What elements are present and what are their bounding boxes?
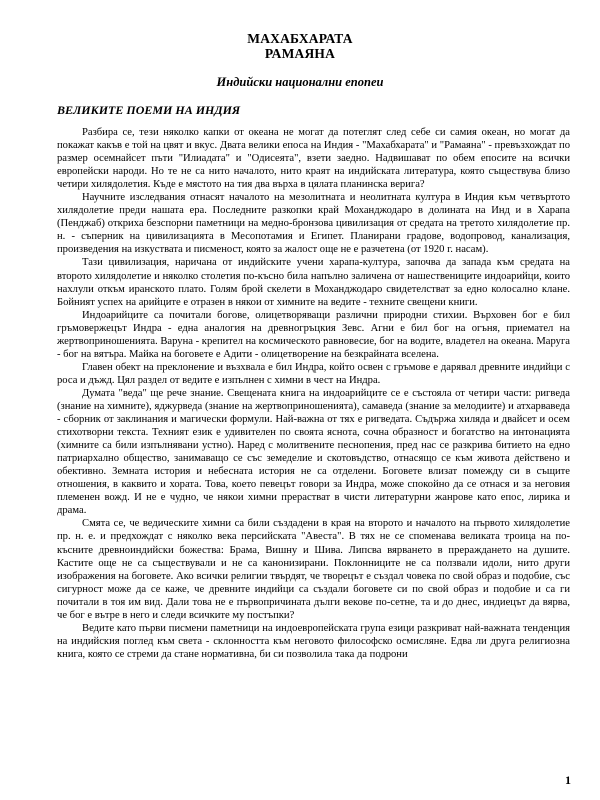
- body-text: [57, 126, 570, 661]
- paragraph: Индоарийците са почитали богове, олицетворяващи различни природни стихии. Върховен бог е бил гръмовержецът Индра - една аналогия на древногръцкия Зевс. Агни е бил бог на огъня, приемател на жертвоприношенията. Варуна - крепител на космическото равновесие, бог на водите, владетел на океана. Маруга - бог на вятъра. Майка на боговете е Адити - олицетворение на безкрайната вселена.: [57, 309, 570, 360]
- document-title-mahabharata: МАХАБХАРАТА: [247, 31, 353, 46]
- paragraph: Разбира се, тези няколко капки от океана не могат да потеглят след себе си самия океан, но могат да покажат какъв е той на цвят и вкус. Двата велики епоса на Индия - "Махабхарата" и "Рамаяна" - превъзхождат по размер осемнайсет пъти "Илиадата" и "Одисеята", взети заедно. Надвишават по обем епосите на всички европейски народи. Но те не са нито началото, нито краят на индийската литература, която съществува близо четири хилядолетия. Къде е мястото на тия два върха в цялата планинска верига?: [57, 127, 570, 191]
- paragraph: Думата "веда" ще рече знание. Свещената книга на индоарийците се е състояла от четири части: ригведа (знание на химните), яджурведа (знание на жертвоприношенията), самаведа (знание за мелодиите) и атхарваведа - сборник от заклинания и магически формули. Най-важна от тях е ригведата. Съдържа хиляда и двайсет и осем стихотворни текста. Техният език е удивителен по своята яснота, сочна образност и богатство на интонацията (химните са били изпълнявани устно). Наред с молитвените песнопения, пред нас се разкрива битието на едно патриархално общество, занимаващо се със земеделие и скотовъдство, отнасящо се към живота действено и обективно. Земната история и небесната история не са отделени. Боговете влизат помежду си в същите отношения, в каквито и хората. Това, което певецът говори за Индра, може спокойно да се отнася и за неговия племенен вожд. И не е чудно, че някои химни прерастват в чисти литературни жанрове като епос, лирика и драма.: [57, 387, 570, 517]
- page-number: 1: [565, 773, 571, 787]
- paragraph: Ведите като първи писмени паметници на индоевропейската група езици разкриват най-важната тенденция на индийския поглед към света - склонността към неговото философско осмисляне. Едва ли друга религиозна книга, която се стреми да стане нормативна, би си позволила така да подрони: [57, 622, 570, 660]
- paragraph: Научните изследвания отнасят началото на мезолитната и неолитната култура в Индия към четвъртото хилядолетие преди нашата ера. Последните разкопки край Моханджодаро в долината на Инд и в Харапа (Пенджаб) откриха безспорни паметници на медно-бронзова цивилизация от средата на третото хилядолетие пр. н. - съперник на цивилизацията в Месопотамия и Египет. Планирани градове, водопровод, канализация, произведения на изкуствата и писменост, която за жалост още не е разчетена (от 1920 г. насам).: [57, 192, 570, 256]
- paragraph: Главен обект на преклонение и възхвала е бил Индра, който освен с гръмове е дарявал древните индийци с роса и дъжд. Цял раздел от ведите е изпълнен с химни в чест на Индра.: [57, 361, 570, 386]
- paragraph: Тази цивилизация, наричана от индийските учени харапа-култура, започва да запада към средата на второто хилядолетие и няколко столетия по-късно била напълно заличена от нашествениците индоарийци, които нахлули откъм иранското плато. Голям брой скелети в Моханджодаро свидетелстват за едно колосално клане. Бойният успех на арийците е отразен в някои от химните на ведите - техните свещени книги.: [57, 257, 570, 308]
- document-title-ramayana: РАМАЯНА: [264, 46, 336, 61]
- section-heading: ВЕЛИКИТЕ ПОЕМИ НА ИНДИЯ: [57, 103, 241, 117]
- paragraph: Смята се, че ведическите химни са били създадени в края на второто и началото на първото хилядолетие пр. н. е. и предхождат с няколко века персийската "Авеста". В тях не се споменава великата троица на по-късните древноиндийски божества: Брама, Вишну и Шива. Липсва вярването в прераждането на душите. Кастите още не са съществували и не са канонизирани. Поклонниците не са ползвали идоли, нито други изображения на боговете. Ако всички религии твърдят, че творецът е създал човека по свой образ и подобие, със сигурност може да се каже, че древните индийци са създали боговете си по свой образ и подобие и са ги почитали в тоя им вид. Дали това не е първопричината дълги векове по-сетне, та и до днес, индиецът да вярва, че бог е вътре в него и следи всичките му постъпки?: [57, 518, 570, 621]
- document-subtitle: Индийски национални епопеи: [216, 75, 384, 89]
